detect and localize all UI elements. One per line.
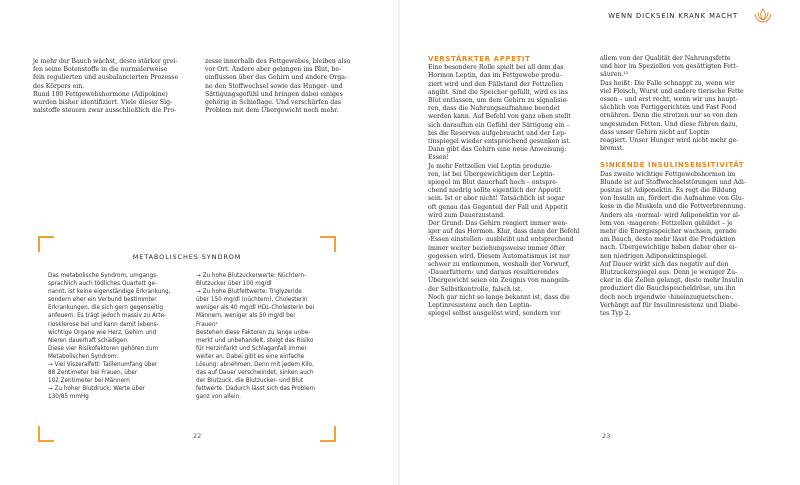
text-line: immer weiter beziehungsweise immer öfter	[428, 244, 566, 252]
text-line: wichtige Organe wie Herz, Gehirn und	[48, 329, 157, 336]
page-number: 22	[193, 432, 202, 440]
text-line: ungesunden Fetten. Und diese führen dazu,	[600, 120, 738, 128]
left-col1	[33, 58, 201, 115]
text-line: cker in die Zellen gelangt, desto mehr Insulin	[600, 277, 744, 285]
text-line: → Zu hoher Blutdruck: Werte über	[48, 386, 145, 393]
text-line: Essen!	[428, 154, 450, 162]
text-line: bis die Reserven aufgebraucht und der Lep-	[428, 129, 567, 137]
section-heading-insulin: SINKENDE INSULINSENSITIVITÄT	[600, 161, 745, 170]
text-line: für Herzinfarkt und Schlaganfall immer	[196, 345, 307, 352]
text-line: wurden bisher identifiziert. Viele dieser Sig-	[33, 99, 173, 107]
text-line: Erkrankungen, die sich gern gegenseitig	[48, 305, 163, 312]
text-line: am Bauch, desto mehr lässt die Produktion	[600, 236, 736, 244]
text-line: gehörig in Schieflage. Und verschärfen das	[205, 99, 342, 107]
text-line: Frauen²	[196, 321, 218, 328]
text-line: gegessen wird. Diesem Automatismus ist nur	[428, 252, 571, 260]
text-line: bremst.	[600, 145, 625, 153]
text-line: reagiert. Unser Hunger wird nicht mehr ge-	[600, 137, 739, 145]
text-line: des Körpers ein.	[33, 82, 85, 90]
text-line: lem von ›mageren‹ Fettzellen gebildet – je	[600, 219, 733, 227]
text-line: weiter an. Dabei gibt es eine einfache	[196, 353, 305, 360]
text-line: sächlich von Fertiggerichten und Fast Food	[600, 104, 737, 112]
text-line: Noch gar nicht so lange bekannt ist, dass die	[428, 293, 570, 301]
text-line: Verhängt auf für Insulinresistenz und Diabe-	[600, 301, 740, 309]
text-line: Hormon Leptin, das im Fettgewebe produ-	[428, 72, 562, 80]
text-line: zesse innerhalb des Fettgewebes, bleiben also	[205, 58, 351, 65]
text-line: Problem mit dem Übergewicht noch mehr.	[205, 107, 339, 115]
right-col2-bottom-text	[600, 171, 765, 319]
text-line: der Selbstkontrolle, falsch ist.	[428, 285, 523, 293]
text-line: Rund 100 Fettgewebshormone (Adipokine)	[33, 90, 168, 98]
right-col2-top-text	[600, 55, 765, 153]
text-line: tes Typ 2.	[600, 310, 631, 318]
text-line: nalstoffe steuern zwar ausschließlich die Pro-	[33, 107, 177, 115]
text-line: schwer zu entkommen, weshalb der Vorwurf,	[428, 261, 570, 269]
text-line: riosklerose bei und kann damit lebens-	[48, 321, 159, 328]
text-line: Übergewicht seien ein Zeugnis von mangeln-	[428, 277, 571, 285]
box-col2	[196, 272, 334, 402]
text-line: vor Ort. Andere aber gelangen ins Blut, be-	[205, 66, 342, 74]
text-line: Das zweite wichtige Fettgewebshormon im	[600, 170, 736, 178]
text-line: Dann gibt das Gehirn eine neue Anweisung:	[428, 146, 567, 154]
text-line: dass unser Gehirn nicht auf Leptin	[600, 128, 710, 136]
text-line: sondern eher ein Verbund bestimmter	[48, 297, 157, 304]
text-line: über 150 mg/dl (nüchtern), Cholesterin	[196, 297, 308, 304]
text-line: und hier im Speziellen von gesättigten Fett-	[600, 63, 738, 71]
text-line: spiegel selbst ausgelöst wird, sondern vor	[428, 310, 561, 318]
text-line: chend niedrig sollte eigentlich der Appetit	[428, 187, 562, 195]
text-line: oft genau das Gegenteil der Fall und Appetit	[428, 203, 568, 211]
text-line: positas ist Adiponektin. Es regt die Bildung	[600, 187, 737, 195]
text-line: anfeuern. Es trägt jedoch massiv zu Arte-	[48, 313, 167, 320]
right-col1	[428, 55, 593, 319]
text-line: je mehr der Bauch wächst, desto stärker grei-	[33, 58, 178, 65]
text-line: Blutzucker über 100 mg/dl	[196, 281, 272, 288]
lotus-hands-icon	[752, 6, 774, 26]
running-head: WENN DICKSEIN KRANK MACHT	[608, 12, 738, 20]
text-line: nen niedrigen Adiponektinspiegel.	[600, 252, 708, 260]
text-line: Je mehr Fettzellen viel Leptin produzie-	[428, 162, 553, 170]
text-line: Männern, weniger als 50 mg/dl bei	[196, 313, 295, 320]
text-line: Lösung: abnehmen. Denn mit jedem Kilo,	[196, 362, 314, 369]
text-line: der Blutzuck, die Blutzucker- und Blut	[196, 378, 304, 385]
text-line: Der Grund: Das Gehirn reagiert immer wen-	[428, 220, 568, 228]
text-line: weniger als 40 mg/dl HDL-Cholesterin bei	[196, 305, 315, 312]
text-line: spiegel im Blut dauerhaft hoch – entspre-	[428, 179, 558, 187]
text-line: Bestehen diese Faktoren zu lange unbe-	[196, 329, 311, 336]
text-line: sein. Ist er aber nicht! Tatsächlich ist sogar	[428, 195, 565, 203]
text-line: sprachlich auch tödliches Quartett ge-	[48, 281, 158, 288]
text-line: von Insulin an, fördert die Aufnahme von Glu-	[600, 195, 744, 203]
bracket-corner	[38, 426, 54, 442]
text-line: → Zu hohe Blutzuckerwerte: Nüchtern-	[196, 273, 306, 279]
text-line: Blut entlassen, um dem Gehirn zu signalisie-	[428, 97, 569, 105]
text-line: ganz von allein.	[196, 394, 241, 401]
text-line: 102 Zentimeter bei Männern	[48, 378, 130, 385]
text-line: Metabolischen Syndrom:	[48, 353, 119, 360]
text-line: wird zum Dauerzustand.	[428, 211, 506, 219]
text-line: Blutzuckerspiegel aus. Denn je weniger Zu-	[600, 269, 738, 277]
text-line: viel Fleisch, Wurst und andere tierische Fette	[600, 87, 744, 95]
info-box-metabolic-syndrome	[38, 236, 336, 442]
text-line: angibt. Sind die Speicher gefüllt, wird es ins	[428, 88, 568, 96]
text-line: 88 Zentimeter bei Frauen, über	[48, 370, 138, 377]
text-line: das auf Dauer verschwindet, sinken auch	[196, 370, 314, 377]
bracket-corner	[320, 426, 336, 442]
bracket-corner	[320, 236, 336, 252]
right-page	[400, 0, 800, 485]
text-line: ziert wird und den Füllstand der Fettzellen	[428, 80, 564, 88]
text-line: ›Essen einstellen‹ ausbleibt und entsprechend	[428, 236, 574, 244]
text-line: ernähren. Denn die strotzen nur so von den	[600, 112, 738, 120]
text-line: fen seine Botenstoffe in die normalerweise	[33, 66, 168, 74]
text-line: → Viel Viszeralfett: Taillenumfang über	[48, 362, 158, 369]
text-line: säuren.¹²	[600, 71, 629, 79]
text-line: fettwerte. Dadurch lässt sich das Problem	[196, 386, 315, 393]
text-line: produziert die Bauchspeicheldrüse, um ihn	[600, 285, 736, 293]
box-title: METABOLISCHES SYNDROM	[132, 253, 242, 261]
right-col2	[600, 55, 765, 318]
text-line: tinspiegel wieder entsprechend gesunken ist.	[428, 138, 571, 146]
text-line: ren, ist bei Übergewichtigen der Leptin-	[428, 170, 555, 178]
text-line: 130/85 mmHg	[48, 394, 89, 401]
text-line: kose in die Muskeln und die Fettverbrennung.	[600, 203, 746, 211]
text-line: Blunde ist auf Stoffwechselstörungen und Adi-	[600, 178, 746, 186]
text-line: Leptinresistenz auch den Leptin-	[428, 302, 532, 310]
text-line: Das heißt: Die Falle schnappt zu, wenn wir	[600, 79, 735, 87]
text-line: ›Dauerfuttern‹ und daraus resultierendes	[428, 269, 559, 277]
right-col1-text	[428, 64, 593, 318]
text-line: Auf Dauer wirkt sich das negativ auf den	[600, 260, 729, 268]
text-line: sich daraufhin ein Gefühl der Sättigung ein –	[428, 121, 570, 129]
section-heading-appetit: VERSTÄRKTER APPETIT	[428, 55, 531, 63]
text-line: Das metabolische Syndrom, umgangs-	[48, 273, 159, 279]
text-line: → Zu hohe Blutfettwerte: Triglyzeride	[196, 289, 302, 296]
box-col1	[48, 272, 188, 402]
text-line: iger auf das Hormon. Klar, dass dann der Befehl	[428, 228, 580, 236]
text-line: merkt und unbehandelt, steigt das Risiko	[196, 337, 314, 344]
text-line: Anders als ›normal‹ wird Adiponektin vor al-	[600, 211, 741, 219]
text-line: ne den Stoffwechsel sowie das Hunger- und	[205, 82, 343, 90]
text-line: Nieren dauerhaft schädigen.	[48, 337, 129, 344]
text-line: mehr die Energiespeicher wachsen, gerade	[600, 228, 737, 236]
text-line: einflussen über das Gehirn und andere Orga-	[205, 74, 348, 82]
left-col2	[205, 58, 370, 115]
text-line: Sättigungsgefühl und bringen dabei einiges	[205, 90, 343, 98]
text-line: nannt, ist keine eigenständige Erkrankung,	[48, 289, 171, 296]
text-line: Diese vier Risikofaktoren gehören zum	[48, 345, 159, 352]
text-line: ren, dass die Nahrungsaufnahme beendet	[428, 105, 560, 113]
text-line: werden kann. Auf Befehl von ganz oben stellt	[428, 113, 571, 121]
text-line: fein regulierten und ausbalancierten Prozesse	[33, 74, 179, 82]
text-line: doch noch irgendwie ›hineinzuquetschen‹.	[600, 293, 734, 301]
text-line: nach. Übergewichtige haben daher eher ei-	[600, 244, 737, 252]
text-line: Eine besondere Rolle spielt bei all dem das	[428, 64, 564, 72]
bracket-corner	[38, 236, 54, 252]
page-number: 23	[602, 432, 611, 440]
text-line: essen – und erst recht, wenn wir uns haupt-	[600, 96, 738, 104]
text-line: allem von der Qualität der Nahrungsfette	[600, 55, 731, 62]
